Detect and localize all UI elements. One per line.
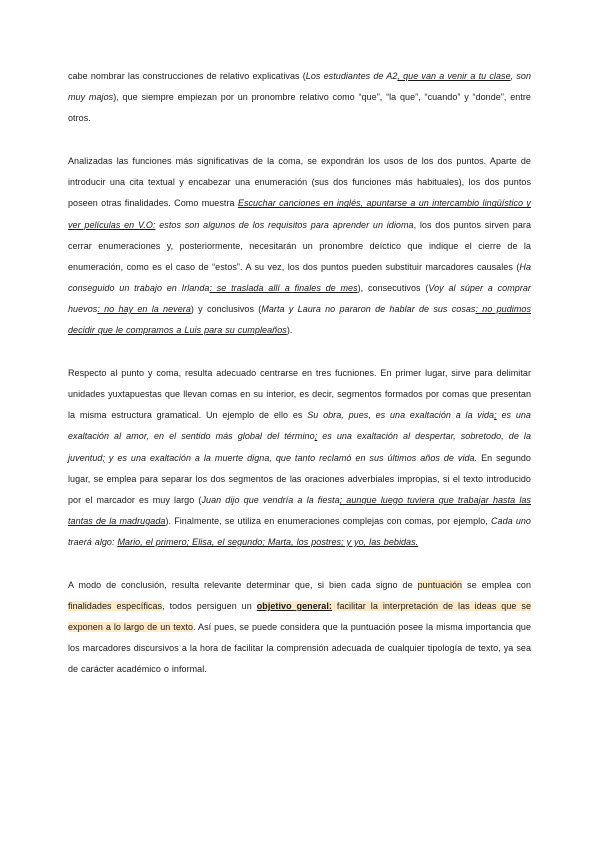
example-text: , son muy majos	[68, 71, 531, 103]
underlined-example: ;	[494, 410, 497, 421]
bold-highlighted-text: objetivo general:	[256, 601, 332, 612]
underlined-example: , que van a venir a tu clase	[397, 71, 511, 81]
text-run: Analizadas las funciones más significativas de la coma, se expondrán los usos de los dos puntos. Aparte de introducir una cita textual y encabezar una enumeración (sus dos funciones más habituales), los dos puntos poseen otras finalidades. Como muestra	[68, 156, 531, 209]
example-text: Voy al súper a comprar huevos	[68, 282, 531, 314]
text-run: . Así pues, se puede considera que la puntuación posee la misma importancia que los marcadores discursivos a la hora de facilitar la comprensión adecuada de cualquier tipología de texto, ya sea de carácter académico o informal.	[68, 622, 531, 675]
example-text: Cada uno traerá algo:	[68, 515, 531, 547]
example-text: y es una exaltación a la muerte digna, que tanto reclamó en sus últimos años de vida.	[105, 452, 478, 463]
highlighted-text: facilitar la interpretación de las ideas que se exponen a lo largo de un texto	[68, 601, 531, 633]
example-text: Su obra, pues, es una exaltación a la vida	[307, 410, 495, 421]
example-text: estos son algunos de los requisitos para aprender un idioma	[155, 219, 414, 230]
text-run: , todos persiguen un	[162, 601, 257, 612]
text-run: En segundo lugar, se emplea para separar los dos segmentos de las oraciones adverbiales impropias, si el texto introducido por el marcador es muy largo (	[68, 452, 531, 505]
paragraph-conclusion	[68, 575, 531, 680]
text-run: A modo de conclusión, resulta relevante determinar que, si bien cada signo de	[68, 579, 418, 590]
paragraph-semicolon	[68, 363, 531, 553]
underlined-example: : no pudimos decidir que le compramos a Luis para su cumpleaños	[68, 303, 531, 336]
text-run: ). Finalmente, se utiliza en enumeraciones complejas con comas, por ejemplo,	[165, 515, 491, 526]
paragraph-gap	[68, 341, 531, 363]
paragraph-gap	[68, 129, 531, 151]
underlined-example: ;	[314, 431, 318, 442]
text-run: Respecto al punto y coma, resulta adecuado centrarse en tres fucniones. En primer lugar, sirve para delimitar unidades yuxtapuestas que llevan comas en su interior, es decir, segmentos formados por comas que presentan la misma estructura gramatical. Un ejemplo de ello es	[68, 368, 531, 421]
underlined-example: ;	[102, 452, 105, 463]
paragraph-relative-clauses	[68, 66, 531, 129]
underlined-example: Mario, el primero; Elisa, el segundo; Marta, los postres; y yo, las bebidas.	[117, 536, 419, 547]
text-run: ) y conclusivos (	[190, 303, 262, 314]
underlined-example: ; aunque luego tuviera que trabajar hasta las tantas de la madrugada	[68, 494, 531, 526]
document-page	[68, 66, 531, 680]
example-text: es una exaltación al despertar, sobretodo, de la juventud	[68, 431, 531, 463]
text-run: se emplea con	[462, 579, 532, 590]
example-text: Los estudiantes de A2	[305, 71, 398, 81]
example-text: Ha conseguido un trabajo en Irlanda	[68, 261, 531, 293]
highlighted-text: puntuación	[417, 579, 463, 590]
text-run: ), que siempre empiezan por un pronombre relativo como “que”, “la que”, “cuando” y “donde”, entre otros.	[68, 92, 531, 124]
underlined-example: : no hay en la nevera	[97, 303, 191, 314]
text-run: ), consecutivos (	[357, 282, 429, 293]
example-text: Juan dijo que vendría a la fiesta	[201, 494, 340, 505]
underlined-example: Escuchar canciones en inglés, apuntarse a un intercambio lingüístico y ver películas en V.O:	[68, 198, 531, 230]
example-text: es una exaltación al amor, en el sentido más global del término	[68, 410, 531, 442]
underlined-example: : se traslada allí a finales de mes	[209, 282, 358, 293]
text-run: ).	[286, 325, 293, 336]
text-run: , los dos puntos sirven para cerrar enumeraciones y, posteriormente, necesitarán un pronombre deíctico que indique el cierre de la enumeración, como es el caso de “estos”. A su vez, los dos puntos pueden substituir marcadores causales (	[68, 219, 531, 272]
text-run: cabe nombrar las construcciones de relativo explicativas (	[68, 71, 306, 81]
example-text: Marta y Laura no pararon de hablar de sus cosas	[261, 303, 476, 314]
paragraph-gap	[68, 553, 531, 575]
paragraph-colon	[68, 151, 531, 341]
highlighted-text: finalidades específicas	[68, 601, 163, 612]
